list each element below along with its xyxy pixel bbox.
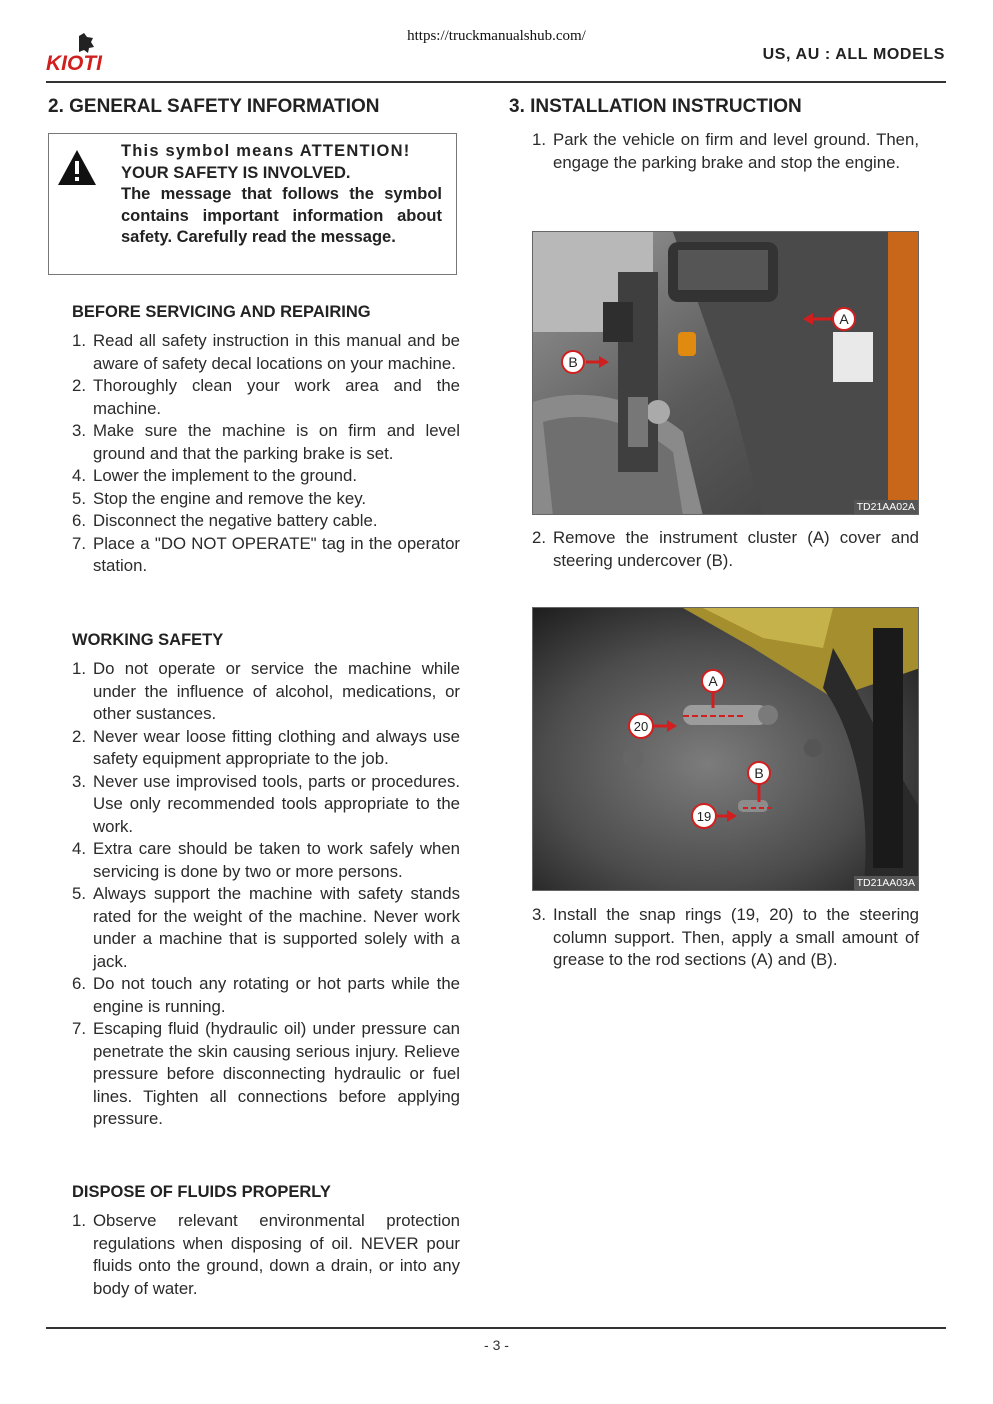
installation-step-2	[532, 527, 919, 572]
svg-text:KIOTI: KIOTI	[46, 52, 102, 74]
installation-step-3	[532, 904, 919, 972]
attention-line2: YOUR SAFETY IS INVOLVED.	[121, 163, 351, 182]
list-item: 7. Place a "DO NOT OPERATE" tag in the operator station.	[72, 533, 460, 575]
before-servicing-list	[72, 330, 460, 578]
photo-steering-column	[533, 608, 919, 891]
figure-caption: TD21AA02A	[854, 500, 918, 514]
figure-steering-column	[532, 607, 919, 891]
list-item: 2. Thoroughly clean your work area and the machine.	[72, 376, 460, 418]
source-url: https://truckmanualshub.com/	[407, 28, 586, 44]
list-item: 4. Lower the implement to the ground.	[72, 466, 357, 485]
list-item: 3. Never use improvised tools, parts or procedures. Use only recommended tools appropriate to the work.	[72, 771, 460, 836]
list-item: 7. Escaping fluid (hydraulic oil) under pressure can penetrate the skin causing serious injury. Relieve pressure before disconnecting hydraulic or fuel lines. Tighten all connections before applying pressure.	[72, 1019, 460, 1128]
list-item: 4. Extra care should be taken to work safely when servicing is done by two or more persons.	[72, 839, 460, 881]
attention-text	[121, 141, 442, 249]
header-divider	[46, 81, 946, 83]
svg-text:B: B	[568, 354, 578, 370]
footer-divider	[46, 1327, 946, 1329]
svg-text:A: A	[839, 311, 849, 327]
list-item: 3. Install the snap rings (19, 20) to the steering column support. Then, apply a small amount of grease to the rod sections (A) and (B).	[532, 905, 919, 969]
svg-text:A: A	[708, 673, 718, 689]
list-item: 6. Disconnect the negative battery cable.	[72, 511, 378, 530]
section-title-installation: 3. INSTALLATION INSTRUCTION	[509, 96, 802, 117]
working-safety-list	[72, 658, 460, 1131]
svg-text:B: B	[754, 765, 764, 781]
list-item: 2. Never wear loose fitting clothing and always use safety equipment appropriate to the job.	[72, 726, 460, 768]
list-item: 6. Do not touch any rotating or hot parts while the engine is running.	[72, 974, 460, 1016]
photo-instrument-cluster	[533, 232, 919, 515]
installation-step-1	[532, 129, 919, 174]
attention-line1: This symbol means ATTENTION!	[121, 142, 411, 160]
list-item: 3. Make sure the machine is on firm and level ground and that the parking brake is set.	[72, 421, 460, 463]
attention-body: The message that follows the symbol contains important information about safety. Carefully read the message.	[121, 185, 442, 247]
dispose-fluids-list	[72, 1210, 460, 1300]
section-title-general-safety: 2. GENERAL SAFETY INFORMATION	[48, 96, 380, 117]
list-item: 1. Observe relevant environmental protection regulations when disposing of oil. NEVER pour fluids onto the ground, down a drain, or into any body of water.	[72, 1211, 460, 1298]
page-number: - 3 -	[484, 1337, 509, 1353]
heading-before-servicing: BEFORE SERVICING AND REPAIRING	[72, 303, 371, 321]
warning-triangle-icon	[57, 148, 97, 188]
figure-instrument-cluster	[532, 231, 919, 515]
list-item: 2. Remove the instrument cluster (A) cover and steering undercover (B).	[532, 528, 919, 570]
kioti-logo	[46, 32, 106, 74]
heading-dispose-fluids: DISPOSE OF FLUIDS PROPERLY	[72, 1183, 331, 1201]
figure-caption: TD21AA03A	[854, 876, 918, 890]
svg-text:19: 19	[696, 809, 712, 824]
list-item: 1. Read all safety instruction in this manual and be aware of safety decal locations on your machine.	[72, 331, 460, 373]
list-item: 1. Park the vehicle on firm and level ground. Then, engage the parking brake and stop the engine.	[532, 130, 919, 172]
list-item: 5. Always support the machine with safety stands rated for the weight of the machine. Never work under a machine that is supported solely with a jack.	[72, 884, 460, 971]
svg-text:20: 20	[633, 719, 649, 734]
attention-notice	[48, 133, 457, 275]
list-item: 5. Stop the engine and remove the key.	[72, 488, 367, 508]
models-label: US, AU : ALL MODELS	[762, 46, 945, 63]
list-item: 1. Do not operate or service the machine while under the influence of alcohol, medications, or other sustances.	[72, 659, 460, 723]
heading-working-safety: WORKING SAFETY	[72, 631, 224, 649]
